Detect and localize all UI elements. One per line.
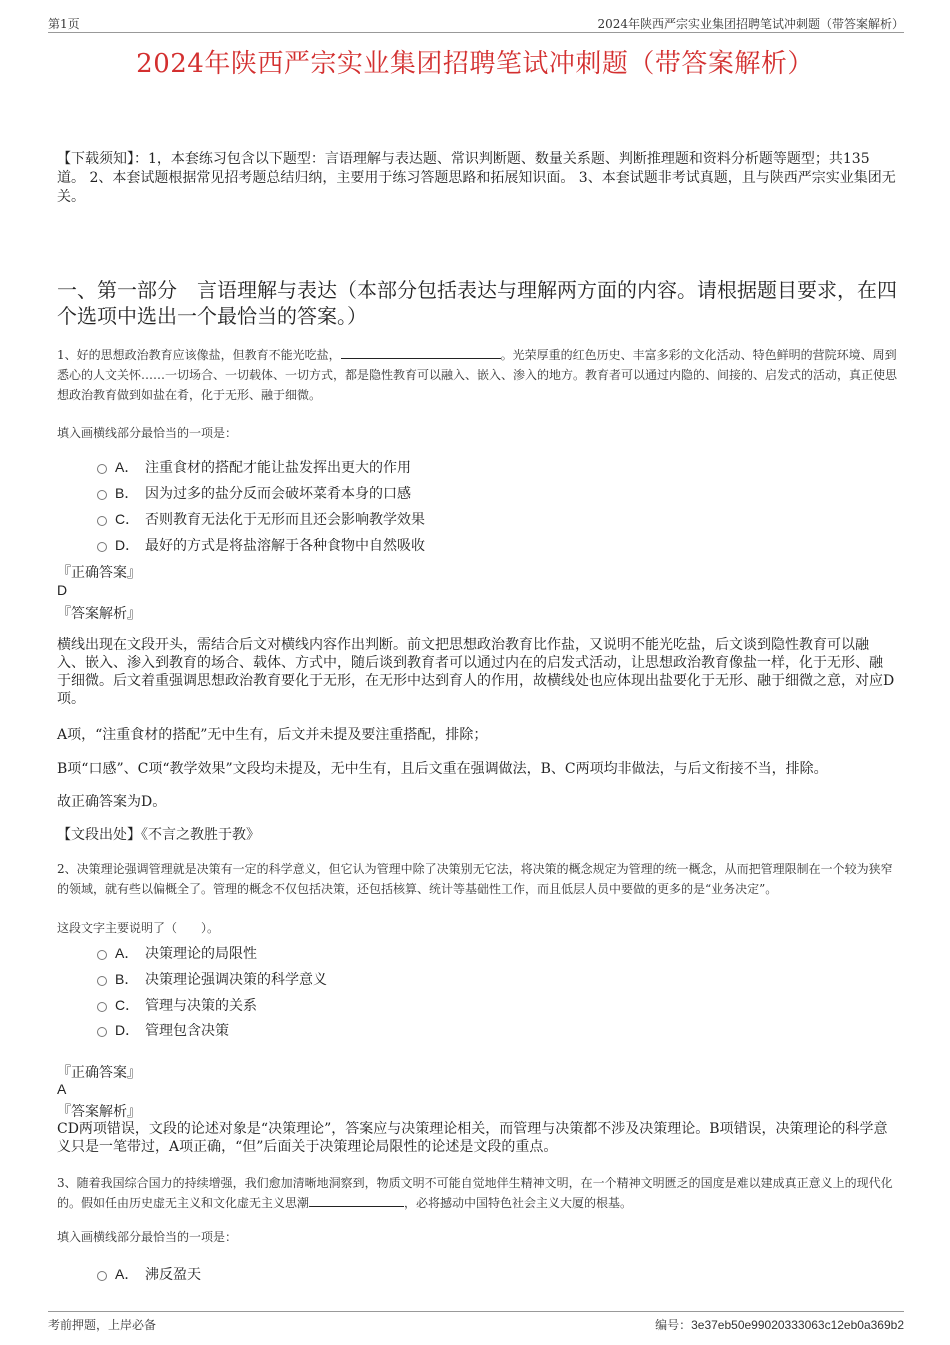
radio-icon[interactable] (97, 950, 107, 960)
question-2-text: 2、决策理论强调管理就是决策有一定的科学意义，但它认为管理中除了决策别无它法，将决策的概念规定为管理的统一概念，从而把管理限制在一个较为狭窄的领域，就有些以偏概全了。管理的概念不仅包括决策，还包括核算、统计等基础性工作，而且低层人员中要做的更多的是“业务决定”。 (57, 862, 893, 896)
radio-icon[interactable] (97, 542, 107, 552)
radio-icon[interactable] (97, 464, 107, 474)
q2-analysis-paragraph: CD两项错误，文段的论述对象是“决策理论”，答案应与决策理论相关，而管理与决策都不涉及决策理论。B项错误，决策理论的科学意义只是一笔带过，A项正确，“但”后面关于决策理论局限性的论述是文段的重点。 (57, 1121, 888, 1155)
q1-source: 【文段出处】《不言之教胜于教》 (57, 827, 260, 843)
radio-icon[interactable] (97, 976, 107, 986)
q1-analysis-label: 『答案解析』 (57, 606, 141, 622)
q2-answer-value: A (57, 1081, 67, 1097)
q1-option-c[interactable]: C． 否则教育无法化于无形而且还会影响教学效果 (97, 509, 425, 529)
q1-answer-value: D (57, 582, 68, 598)
q1-analysis-option-a: A项，“注重食材的搭配”无中生有，后文并未提及要注重搭配，排除； (57, 727, 488, 743)
header-doc-title: 2024年陕西严宗实业集团招聘笔试冲刺题（带答案解析） (597, 17, 904, 31)
question-1-text: 1、好的思想政治教育应该像盐，但教育不能光吃盐， 。光荣厚重的红色历史、丰富多彩的文化活动、特色鲜明的营院环境、周到悉心的人文关怀……一切场合、一切载体、一切方式，都是隐性教育可以融入、嵌入、渗入的地方。教育者可以通过内隐的、间接的、启发式的活动，真正使思想政治教育做到如盐在肴，化于无形、融于细微。 (57, 348, 898, 402)
question-2-prompt: 这段文字主要说明了（ ）。 (57, 921, 220, 935)
radio-icon[interactable] (97, 1271, 107, 1281)
page-footer (48, 1311, 904, 1334)
radio-icon[interactable] (97, 1027, 107, 1037)
page-number: 第1页 (48, 17, 80, 31)
footer-code: 编号：3e37eb50e99020333063c12eb0a369b2 (655, 1318, 904, 1332)
q1-analysis-option-bc: B项“口感”、C项“教学效果”文段均未提及，无中生有，且后文重在强调做法，B、C两项均非做法，与后文衔接不当，排除。 (57, 761, 828, 777)
radio-icon[interactable] (97, 490, 107, 500)
answer-blank (309, 1194, 404, 1207)
q2-analysis-label: 『答案解析』 (57, 1104, 141, 1120)
download-notice: 【下载须知】：1，本套练习包含以下题型：言语理解与表达题、常识判断题、数量关系题、判断推理题和资料分析题等题型；共135道。 2、本套试题根据常见招考题总结归纳，主要用于练习答题思路和拓展知识面。 3、本套试题非考试真题，且与陕西严宗实业集团无关。 (57, 151, 896, 205)
radio-icon[interactable] (97, 516, 107, 526)
answer-blank (341, 346, 501, 359)
question-1-prompt: 填入画横线部分最恰当的一项是： (57, 426, 238, 440)
q1-analysis-conclusion: 故正确答案为D。 (57, 794, 167, 810)
footer-slogan: 考前押题，上岸必备 (48, 1318, 157, 1332)
q2-option-c[interactable]: C． 管理与决策的关系 (97, 995, 257, 1015)
q3-option-a[interactable]: A． 沸反盈天 (97, 1264, 201, 1284)
q1-answer-label: 『正确答案』 (57, 565, 141, 581)
section-heading: 一、第一部分 言语理解与表达（本部分包括表达与理解两方面的内容。请根据题目要求，在四个选项中选出一个最恰当的答案。） (57, 278, 897, 328)
question-3-prompt: 填入画横线部分最恰当的一项是： (57, 1230, 238, 1244)
q2-answer-label: 『正确答案』 (57, 1065, 141, 1081)
q1-option-b[interactable]: B． 因为过多的盐分反而会破坏菜肴本身的口感 (97, 483, 411, 503)
q2-option-a[interactable]: A． 决策理论的局限性 (97, 943, 257, 963)
page-header (48, 12, 904, 33)
question-3-text: 3、随着我国综合国力的持续增强，我们愈加清晰地洞察到，物质文明不可能自觉地伴生精神文明，在一个精神文明匮乏的国度是难以建成真正意义上的现代化的。假如任由历史虚无主义和文化虚无主义思潮 ，必将撼动中国特色社会主义大厦的根基。 (57, 1176, 893, 1210)
q2-option-d[interactable]: D． 管理包含决策 (97, 1020, 229, 1040)
radio-icon[interactable] (97, 1002, 107, 1012)
q1-analysis-paragraph: 横线出现在文段开头，需结合后文对横线内容作出判断。前文把思想政治教育比作盐，又说明不能光吃盐，后文谈到隐性教育可以融入、嵌入、渗入到教育的场合、载体、方式中，随后谈到教育者可以通过内在的启发式活动，让思想政治教育像盐一样，化于无形、融于细微。后文着重强调思想政治教育要化于无形，在无形中达到育人的作用，故横线处也应体现出盐要化于无形、融于细微之意，对应D项。 (57, 637, 895, 707)
q2-option-b[interactable]: B． 决策理论强调决策的科学意义 (97, 969, 327, 989)
q1-option-d[interactable]: D． 最好的方式是将盐溶解于各种食物中自然吸收 (97, 535, 425, 555)
q1-option-a[interactable]: A． 注重食材的搭配才能让盐发挥出更大的作用 (97, 457, 411, 477)
document-title: 2024年陕西严宗实业集团招聘笔试冲刺题（带答案解析） (136, 49, 814, 79)
